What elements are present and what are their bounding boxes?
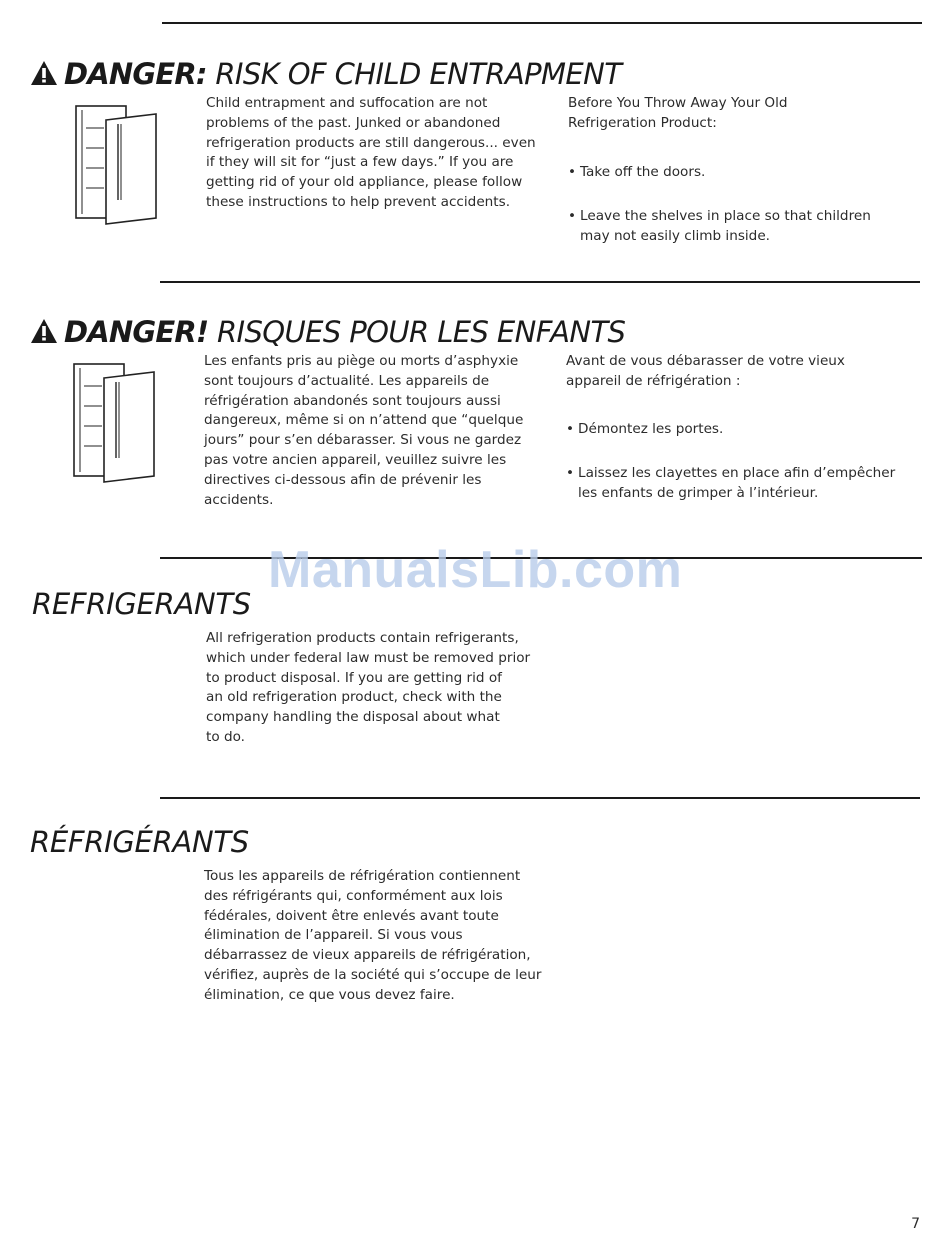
intro-text: Avant de vous débarasser de votre vieux appareil de réfrigération : (566, 353, 845, 389)
section-title: RÉFRIGÉRANTS (30, 825, 249, 859)
body-text: All refrigeration products contain refrigerants, which under federal law must be removed prior to product disposal. If you are getting rid of an old refrigeration product, check with the company handling the disposal about what to do. (206, 630, 531, 745)
section-title: REFRIGERANTS (32, 587, 251, 621)
section-divider (160, 797, 920, 799)
warning-triangle-icon (30, 316, 58, 352)
section-heading (30, 56, 621, 94)
intro-text: Before You Throw Away Your Old Refrigeration Product: (568, 95, 788, 131)
page-number: 7 (911, 1216, 920, 1232)
danger-label: DANGER: (64, 57, 207, 91)
list-item: • Leave the shelves in place so that children may not easily climb inside. (568, 207, 913, 247)
list-item: • Take off the doors. (568, 163, 913, 183)
section-title: RISK OF CHILD ENTRAPMENT (215, 57, 622, 91)
section-heading (30, 314, 625, 352)
list-item: • Démontez les portes. (566, 420, 916, 440)
refrigerator-illustration (72, 358, 162, 490)
instruction-list (566, 400, 916, 529)
body-text: Les enfants pris au piège ou morts d’asphyxie sont toujours d’actualité. Les appareils de réfrigération abandonés sont toujours aussi dangereux, même si on n’attend que “quelque jours” pour s’en débarasser. Si vous ne gardez pas votre ancien appareil, veuillez suivre les directives ci-dessous afin de prévenir les accidents. (204, 353, 524, 508)
warning-triangle-icon (30, 58, 58, 94)
section-divider (162, 22, 922, 24)
danger-label: DANGER! (64, 315, 209, 349)
body-text: Tous les appareils de réfrigération contiennent des réfrigérants qui, conformément aux lois fédérales, doivent être enlevés avant toute élimination de l’appareil. Si vous vous débarrassez de vieux appareils de réfrigération, vérifiez, auprès de la société qui s’occupe de leur élimination, ce que vous devez faire. (204, 868, 542, 1003)
watermark: ManualsLib.com (268, 541, 683, 599)
instruction-list (568, 143, 913, 272)
body-text: Child entrapment and suffocation are not problems of the past. Junked or abandoned refrigeration products are still dangerous... even if they will sit for “just a few days.” If you are getting rid of your old appliance, please follow these instructions to help prevent accidents. (206, 95, 536, 210)
section-divider (160, 281, 920, 283)
section-title: RISQUES POUR LES ENFANTS (216, 315, 626, 349)
refrigerator-illustration (74, 100, 164, 232)
list-item: • Laissez les clayettes en place afin d’empêcher les enfants de grimper à l’intérieur. (566, 464, 916, 504)
